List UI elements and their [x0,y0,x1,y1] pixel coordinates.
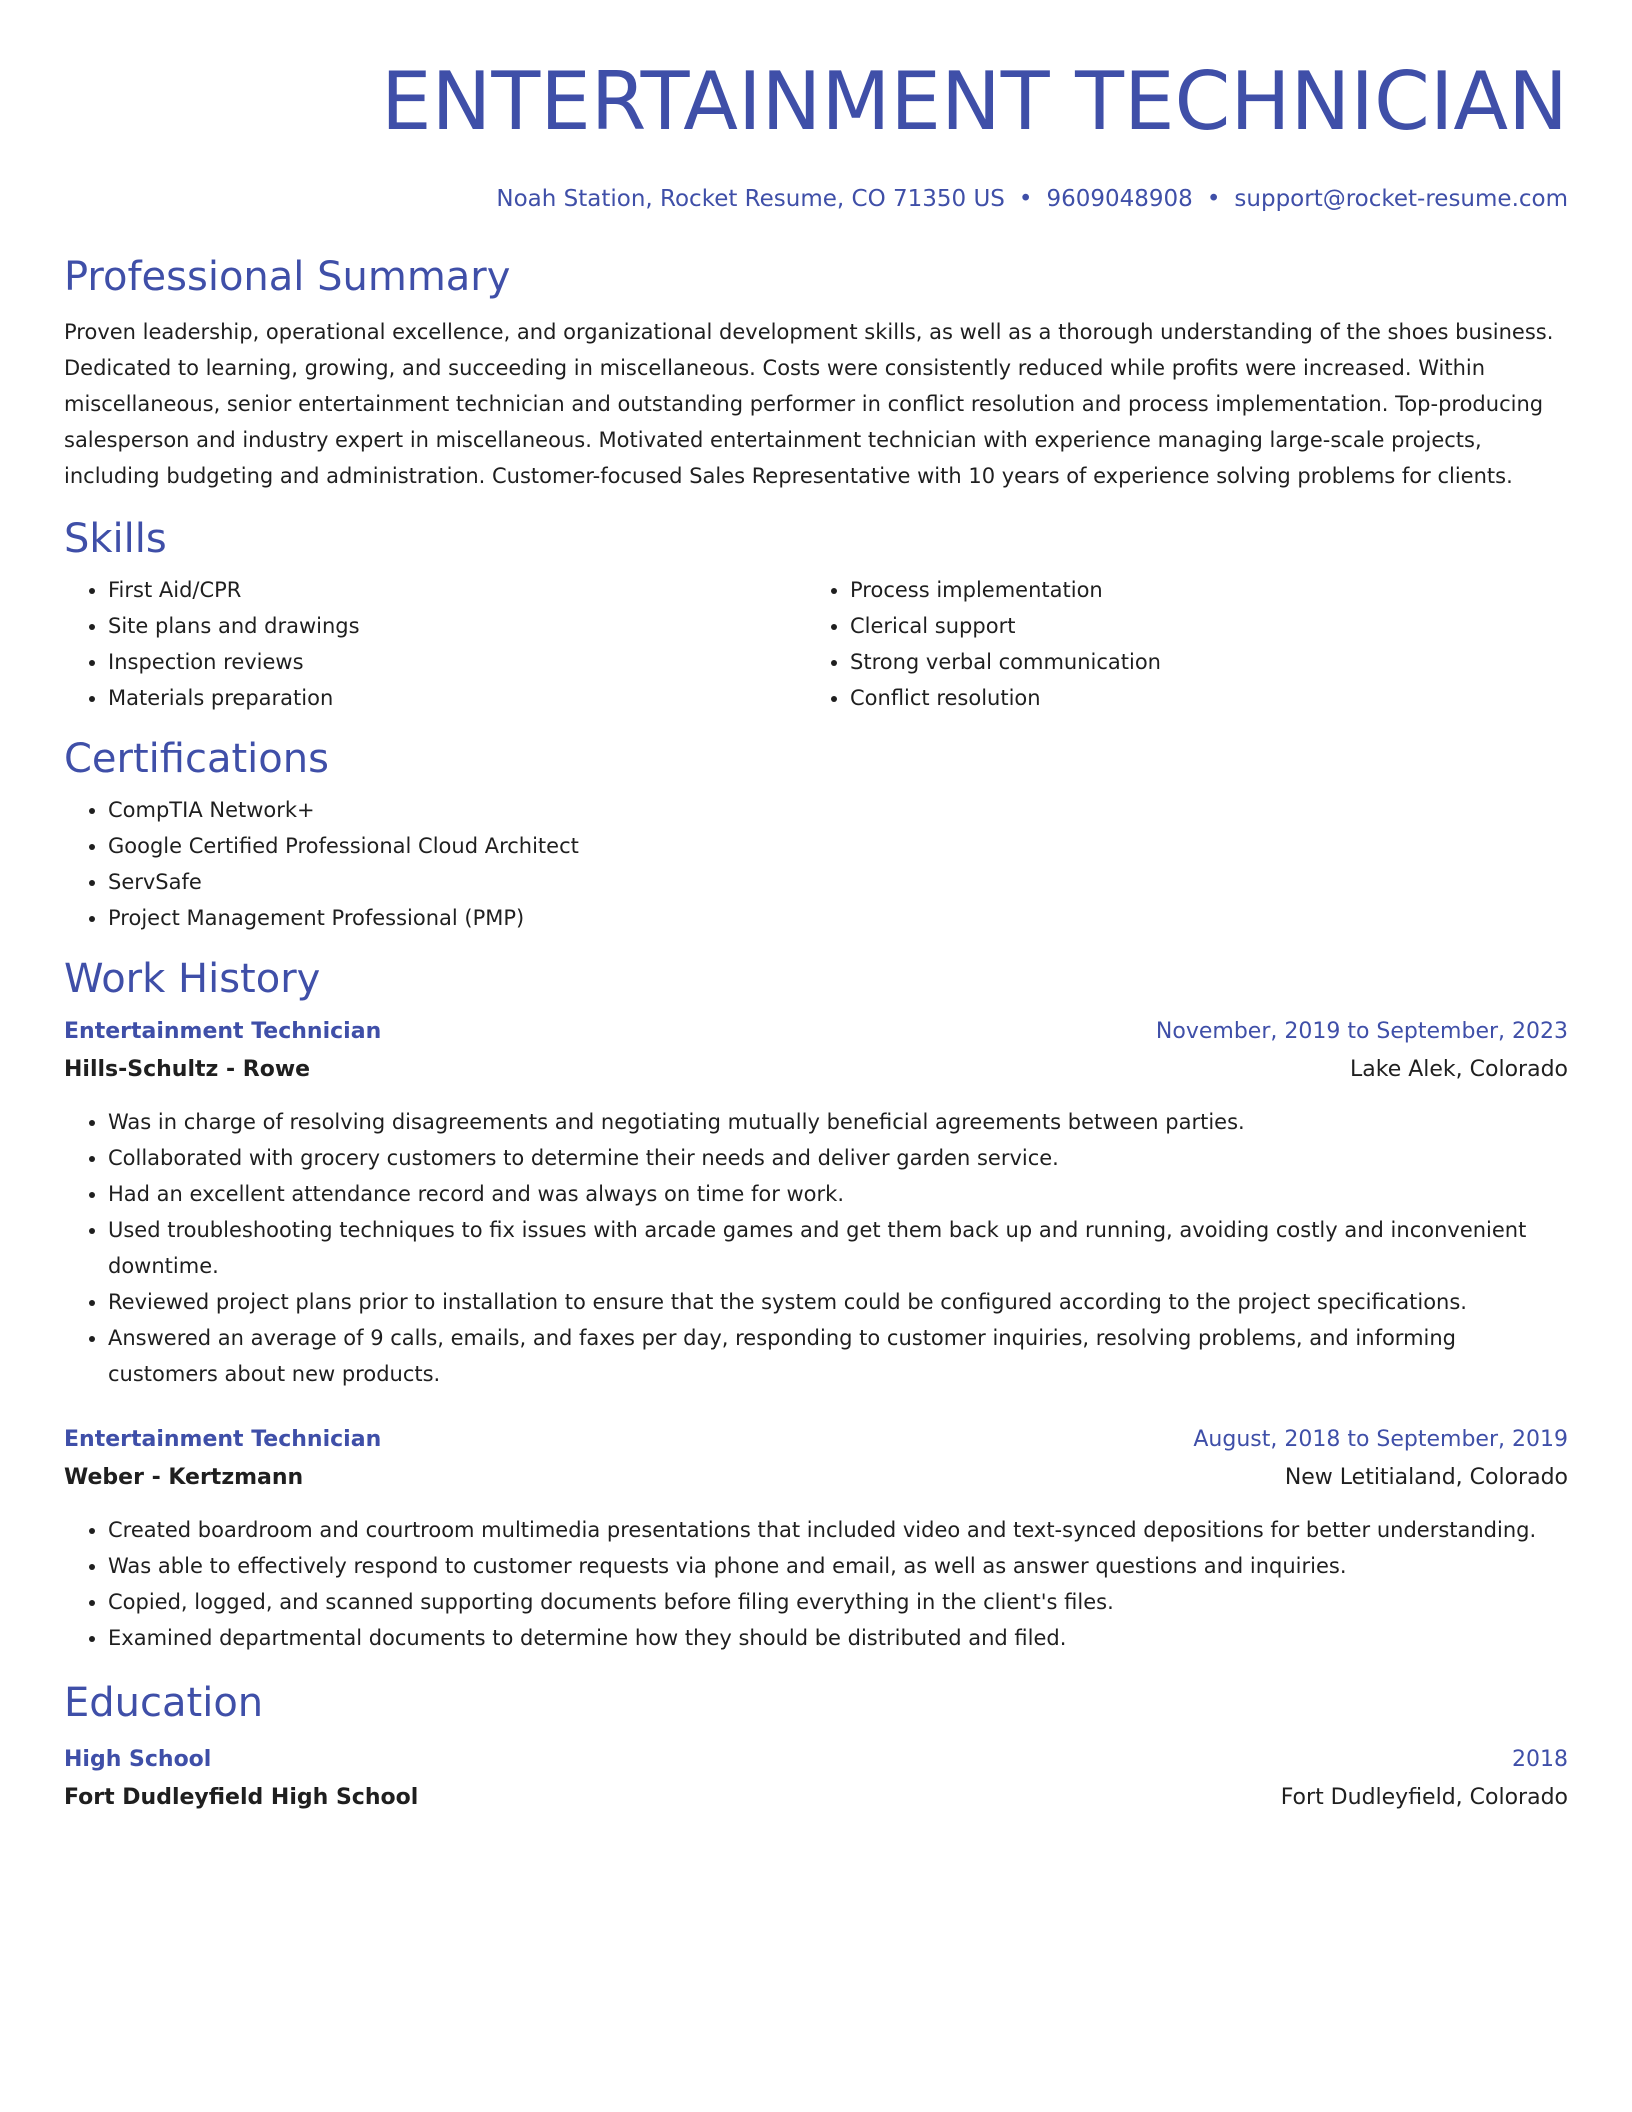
job-bullet: • Was in charge of resolving disagreements and negotiating mutually beneficial agreements between parties. [108,1104,1568,1140]
skill-item: • Conflict resolution [850,680,1548,716]
education-year: 2018 [1512,1747,1568,1772]
certification-item: • CompTIA Network+ [108,792,1568,828]
job-bullet: • Used troubleshooting techniques to fix issues with arcade games and get them back up and running, avoiding costly and inconvenient downtime. [108,1212,1568,1284]
skill-item: • Inspection reviews [108,644,806,680]
education-location: Fort Dudleyfield, Colorado [1280,1785,1568,1810]
job-dates: August, 2018 to September, 2019 [1193,1427,1568,1452]
job-bullet: • Copied, logged, and scanned supporting documents before filing everything in the client's files. [108,1584,1568,1620]
job-header [64,1014,1568,1050]
skills-column-left [64,572,806,716]
job-title: Entertainment Technician [64,1019,382,1044]
skill-item: • Strong verbal communication [850,644,1548,680]
resume-title: ENTERTAINMENT TECHNICIAN [381,55,1568,148]
job-bullet: • Reviewed project plans prior to installation to ensure that the system could be configured according to the project specifications. [108,1284,1568,1320]
contact-line [64,184,1568,214]
certification-item: • Google Certified Professional Cloud Architect [108,828,1568,864]
skills-column-right [806,572,1548,716]
certification-item: • ServSafe [108,864,1568,900]
job-header [64,1422,1568,1458]
work-history-heading: Work History [64,956,321,1002]
skill-item: • Process implementation [850,572,1548,608]
job-bullet: • Examined departmental documents to determine how they should be distributed and filed. [108,1620,1568,1656]
job-company: Weber - Kertzmann [64,1465,304,1490]
skill-item: • Materials preparation [108,680,806,716]
job-bullet: • Had an excellent attendance record and was always on time for work. [108,1176,1568,1212]
certifications-list [64,792,1568,936]
job-bullet: • Was able to effectively respond to customer requests via phone and email, as well as answer questions and inquiries. [108,1548,1568,1584]
job-bullets [64,1104,1568,1392]
education-heading: Education [64,1680,264,1726]
certifications-heading: Certifications [64,736,329,782]
job-subheader [64,1460,1568,1496]
skill-item: • First Aid/CPR [108,572,806,608]
job-subheader [64,1052,1568,1088]
contact-phone: 9609048908 [1046,186,1193,212]
job-entry [64,1422,1568,1656]
job-title: Entertainment Technician [64,1427,382,1452]
skill-item: • Clerical support [850,608,1548,644]
job-bullet: • Collaborated with grocery customers to determine their needs and deliver garden service. [108,1140,1568,1176]
job-location: New Letitialand, Colorado [1284,1465,1568,1490]
job-entry [64,1014,1568,1392]
skill-item: • Site plans and drawings [108,608,806,644]
resume-page [64,0,1568,1816]
education-header [64,1742,1568,1778]
contact-email: support@rocket-resume.com [1234,186,1568,212]
contact-separator: • [1018,186,1033,212]
contact-separator: • [1206,186,1221,212]
job-location: Lake Alek, Colorado [1350,1057,1568,1082]
job-bullets [64,1512,1568,1656]
contact-address: Noah Station, Rocket Resume, CO 71350 US [496,186,1005,212]
job-company: Hills-Schultz - Rowe [64,1057,311,1082]
skills-heading: Skills [64,516,167,562]
education-degree: High School [64,1747,212,1772]
education-school: Fort Dudleyfield High School [64,1785,419,1810]
education-subheader [64,1780,1568,1816]
job-dates: November, 2019 to September, 2023 [1155,1019,1568,1044]
job-bullet: • Created boardroom and courtroom multimedia presentations that included video and text-synced depositions for better understanding. [108,1512,1568,1548]
certification-item: • Project Management Professional (PMP) [108,900,1568,936]
summary-text: Proven leadership, operational excellence, and organizational development skills, as well as a thorough understanding of the shoes business. Dedicated to learning, growing, and succeeding in miscellaneous. Costs were consistently reduced while profits were increased. Within miscellaneous, senior entertainment technician and outstanding performer in conflict resolution and process implementation. Top-producing salesperson and industry expert in miscellaneous. Motivated entertainment technician with experience managing large-scale projects, including budgeting and administration. Customer-focused Sales Representative with 10 years of experience solving problems for clients. [64,320,1554,488]
summary-heading: Professional Summary [64,254,511,300]
skills-list [64,572,1568,716]
job-bullet: • Answered an average of 9 calls, emails, and faxes per day, responding to customer inquiries, resolving problems, and informing customers about new products. [108,1320,1568,1392]
education-entry [64,1742,1568,1816]
